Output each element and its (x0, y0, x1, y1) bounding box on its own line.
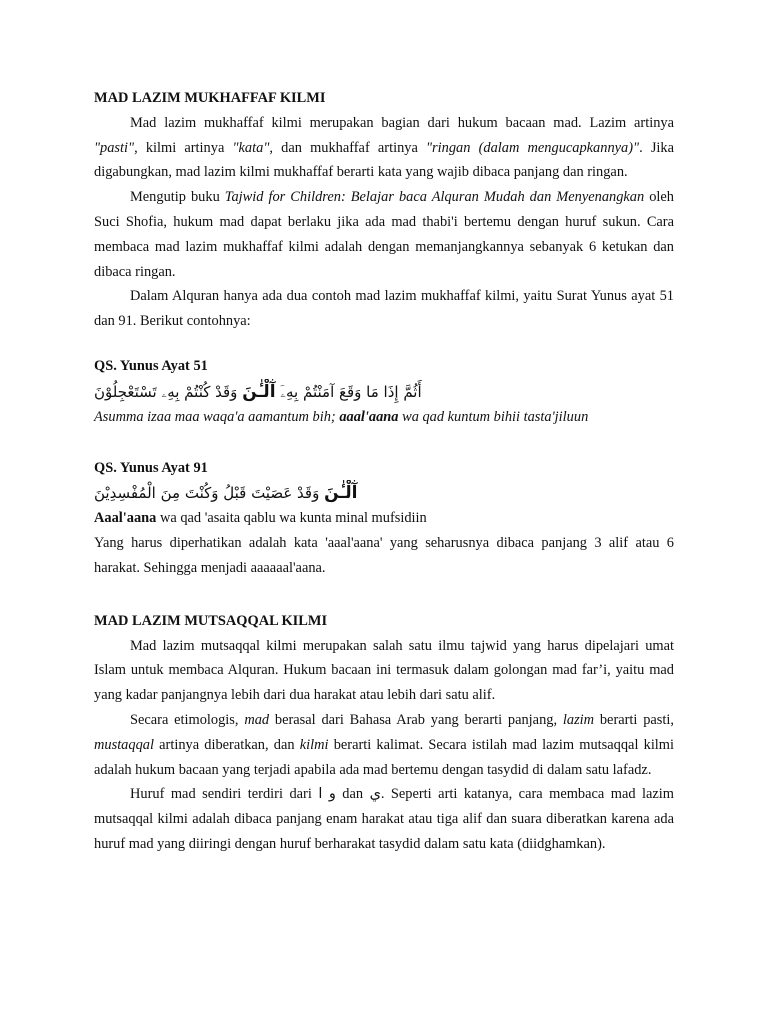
term-italic: mustaqqal (94, 736, 154, 753)
transliteration-ayat-91 (94, 506, 674, 531)
paragraph-mukhaffaf-source (94, 185, 674, 284)
text-run-italic: "ringan (dalam mengucapkannya)" (426, 139, 640, 156)
spacer (94, 334, 674, 354)
section-title-mukhaffaf: MAD LAZIM MUKHAFFAF KILMI (94, 90, 326, 106)
arabic-verse-ayat-91 (94, 480, 674, 506)
arabic-highlight: آٰلْـٰٔنَ (324, 483, 358, 504)
paragraph-mad-letters (94, 782, 674, 856)
text-run-italic: "pasti" (94, 139, 135, 156)
arabic-text: وَقَدْ عَصَيْتَ قَبْلُ وَكُنْتَ مِنَ الْمُفْسِدِيْنَ (94, 484, 320, 503)
text-run: Mad lazim mukhaffaf kilmi merupakan bagian dari hukum bacaan mad. Lazim artinya (130, 114, 674, 131)
arabic-text: وَقَدْ كُنْتُمْ بِهِۦ تَسْتَعْجِلُوْنَ (94, 382, 238, 401)
arabic-letter-alif: ا (318, 786, 323, 803)
text-run: , kilmi artinya (134, 139, 233, 156)
term-italic: mad (244, 711, 270, 728)
text-run: berasal dari Bahasa Arab yang berarti panjang, (269, 711, 563, 728)
paragraph-mutsaqqal-etymology (94, 708, 674, 782)
paragraph-pronunciation-note: Yang harus diperhatikan adalah kata 'aaal'aana' yang seharusnya dibaca panjang 3 alif atau 6 harakat. Sehingga menjadi aaaaaal'aana. (94, 535, 674, 576)
spacer (94, 581, 674, 609)
arabic-verse-ayat-51 (94, 379, 674, 405)
paragraph-mutsaqqal-definition: Mad lazim mutsaqqal kilmi merupakan salah satu ilmu tajwid yang harus dipelajari umat Islam untuk membaca Alquran. Hukum bacaan ini termasuk dalam golongan mad far’i, yaitu mad yang kadar panjangnya lebih dari dua harakat atau lebih dari satu alif. (94, 637, 674, 704)
text-run: oleh Suci Shofia, hukum mad dapat berlaku jika ada mad thabi'i bertemu dengan huruf sukun. Cara membaca mad lazim mukhaffaf kilmi adalah dengan memanjangkannya sebanyak 6 ketukan dan dibaca ringan. (94, 189, 675, 280)
text-run: berarti kalimat. Secara istilah mad lazim mutsaqqal kilmi adalah hukum bacaan yang terjadi apabila ada mad bertemu dengan tasydid di dalam satu lafadz. (94, 736, 675, 778)
text-run: Secara etimologis, (130, 711, 245, 728)
text-run-italic: "kata" (232, 139, 270, 156)
transliteration-ayat-51 (94, 405, 674, 430)
arabic-letter-waw: و (328, 786, 336, 803)
spacer (94, 430, 674, 456)
text-run: wa qad kuntum bihii tasta'jiluun (398, 408, 589, 425)
text-run: Mengutip buku (130, 189, 225, 206)
text-run: , dan mukhaffaf artinya (269, 139, 427, 156)
text-run: berarti pasti, (594, 711, 674, 728)
example-title-ayat-91: QS. Yunus Ayat 91 (94, 459, 208, 476)
text-run: . Jika digabungkan, mad lazim kilmi mukhaffaf berarti kata yang wajib dibaca panjang dan ringan. (94, 139, 674, 181)
document-body (94, 86, 674, 857)
text-run: wa qad 'asaita qablu wa kunta minal mufsidiin (156, 510, 427, 527)
example-title-ayat-51: QS. Yunus Ayat 51 (94, 357, 208, 374)
text-run: . Seperti arti katanya, cara membaca mad lazim mutsaqqal kilmi adalah dibaca panjang enam harakat atau tiga alif dan suara diberatkan karena ada huruf mad yang diiringi dengan huruf berharakat tasydid dalam satu kata (diidghamkan). (94, 786, 674, 852)
text-run: artinya diberatkan, dan (153, 736, 300, 753)
text-run: dan (335, 786, 370, 803)
arabic-text: أَثُمَّ إِذَا مَا وَقَعَ آمَنْتُمْ بِهِۦٓ (280, 382, 422, 401)
book-title: Tajwid for Children: Belajar baca Alquran Mudah dan Menyenangkan (224, 189, 645, 206)
highlighted-word: Aaal'aana (94, 510, 157, 527)
text-run: Huruf mad sendiri terdiri dari (130, 786, 319, 803)
paragraph-mukhaffaf-examples-intro: Dalam Alquran hanya ada dua contoh mad lazim mukhaffaf kilmi, yaitu Surat Yunus ayat 51 dan 91. Berikut contohnya: (94, 288, 674, 330)
arabic-highlight: آٰلْـٰٔنَ (242, 381, 276, 402)
term-italic: kilmi (299, 736, 329, 753)
paragraph-mukhaffaf-definition (94, 111, 674, 185)
term-italic: lazim (562, 711, 595, 728)
highlighted-word: aaal'aana (339, 408, 399, 425)
text-run: Asumma izaa maa waqa'a aamantum bih; (94, 408, 340, 425)
arabic-letter-ya: ي (369, 786, 381, 803)
section-title-mutsaqqal: MAD LAZIM MUTSAQQAL KILMI (94, 612, 328, 629)
